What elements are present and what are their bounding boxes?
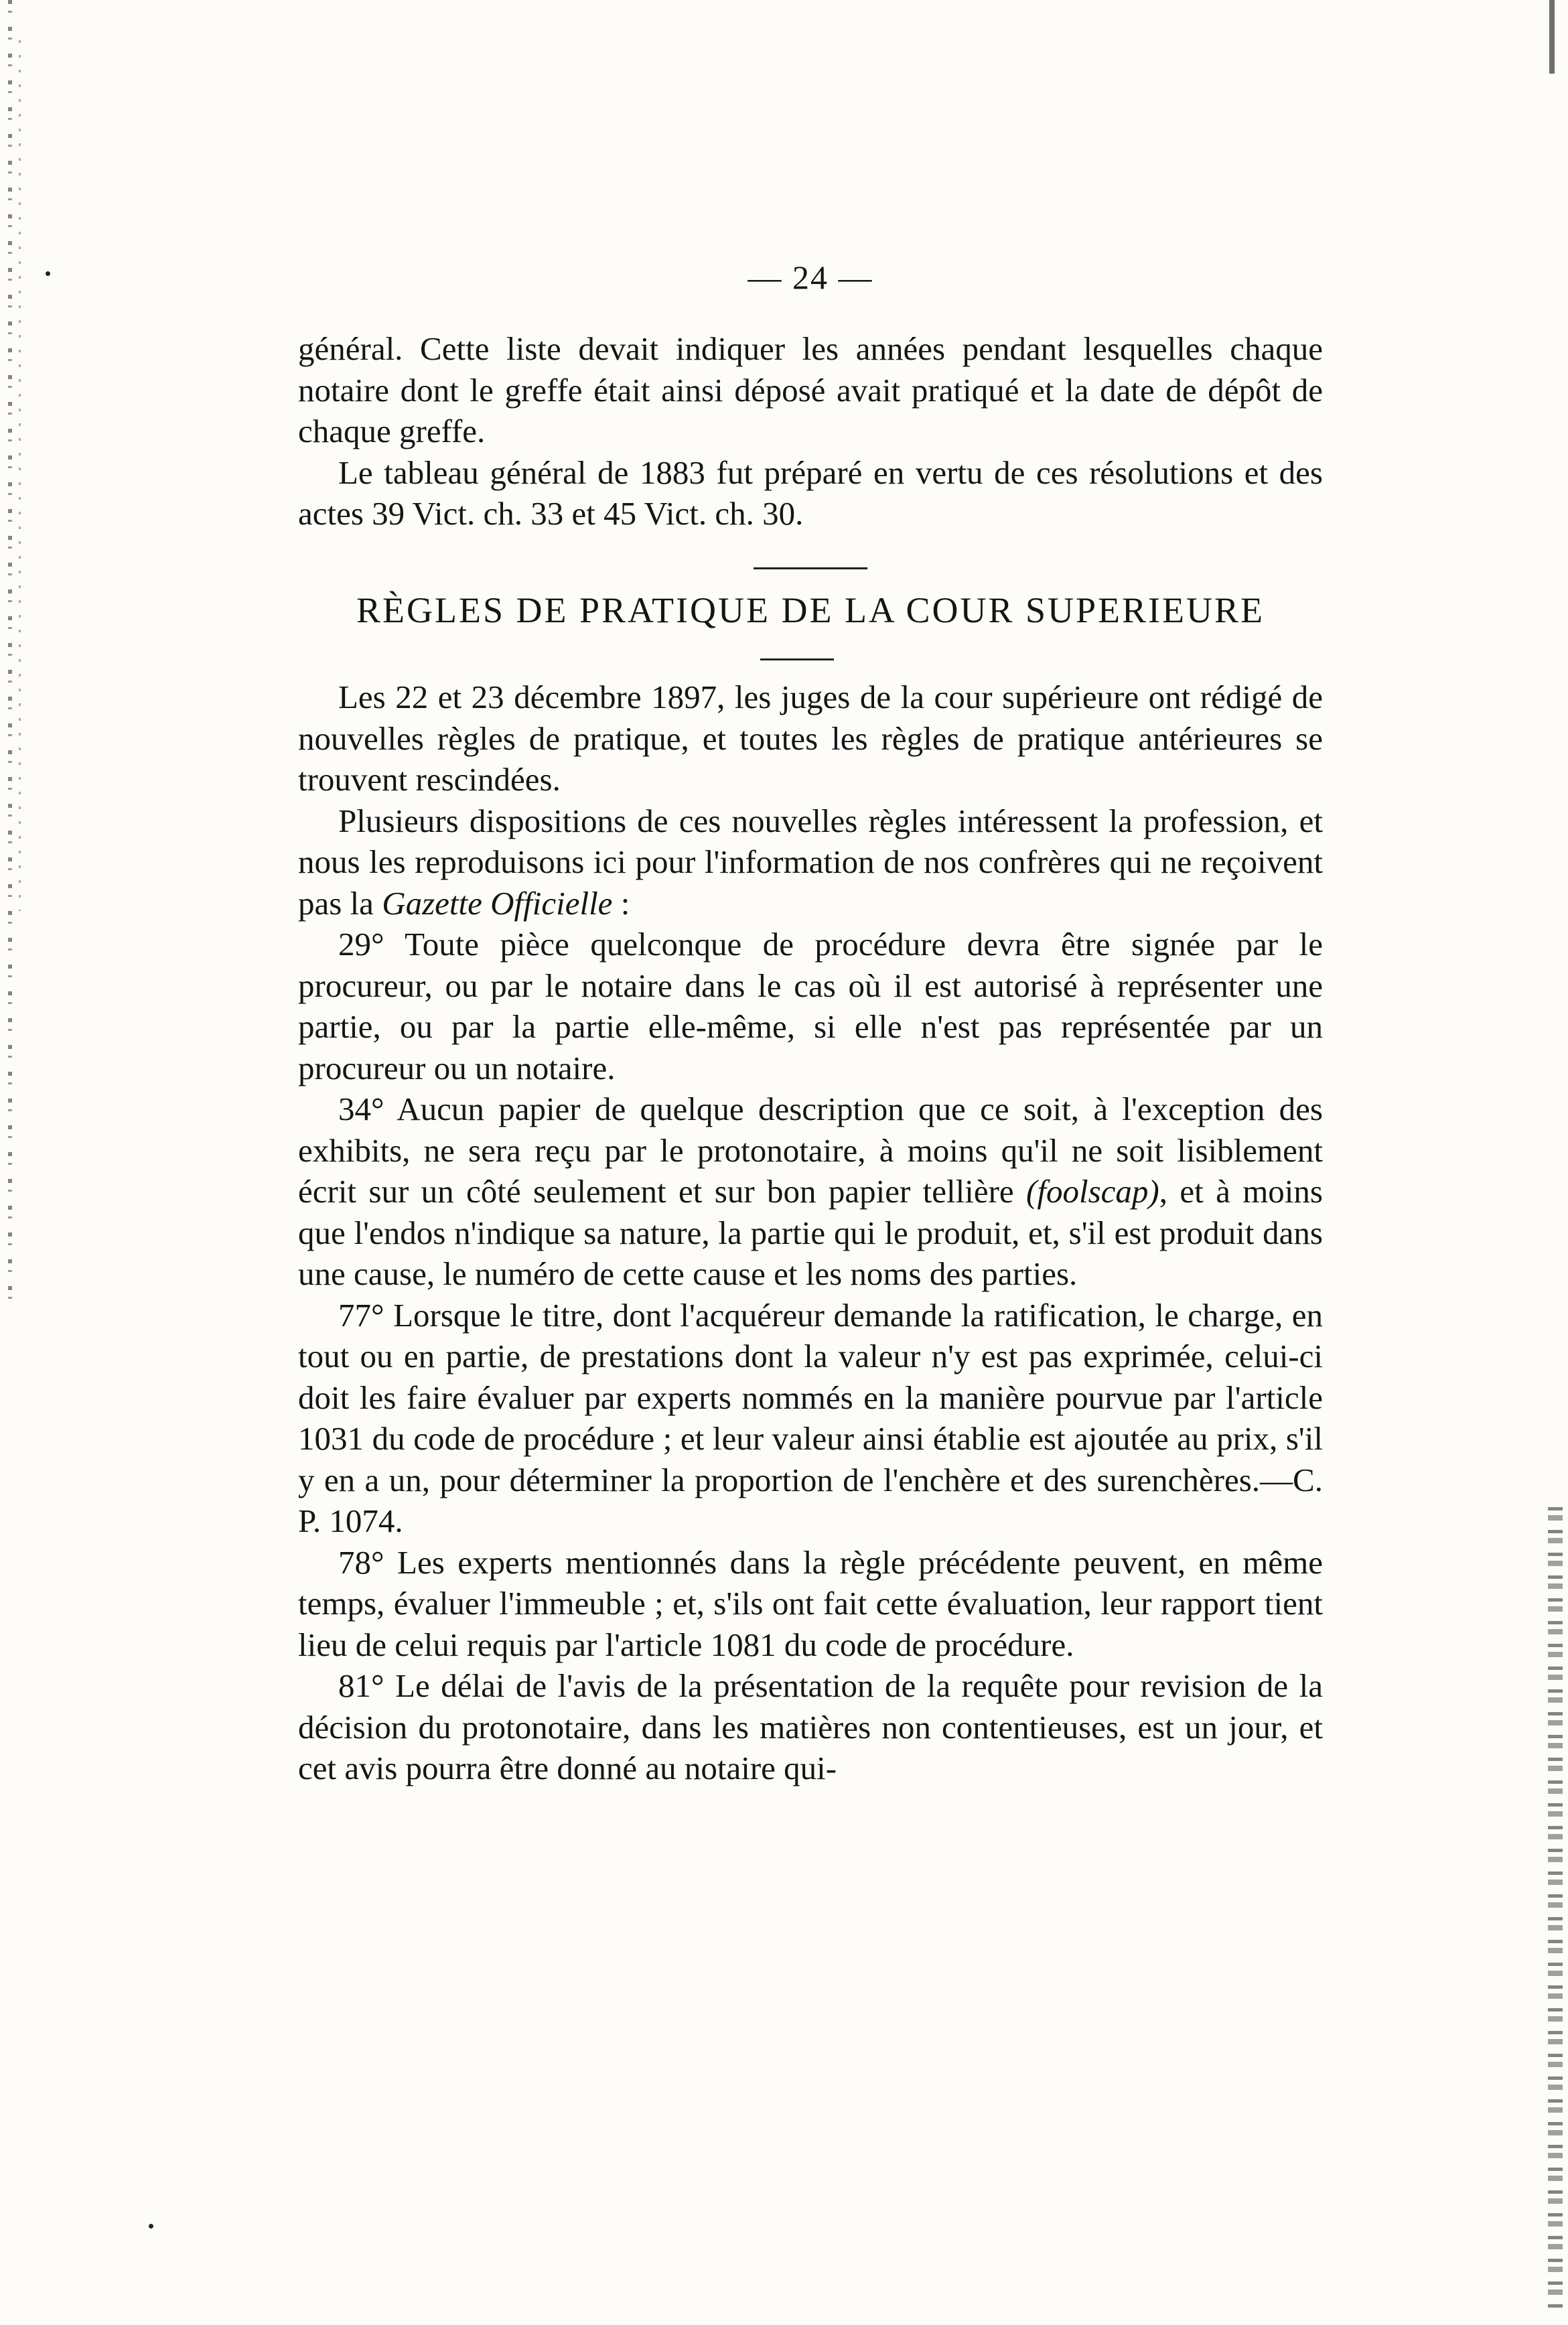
section-heading: RÈGLES DE PRATIQUE DE LA COUR SUPERIEURE bbox=[356, 590, 1265, 630]
rule-34-tail: , et à moins que l'endos n'indique sa nature, la partie qui le produit, et, s'il est produit dans une cause, le numéro de cette cause et les noms des parties. bbox=[298, 1173, 1323, 1292]
paragraph-4 bbox=[298, 800, 1323, 924]
separator-rule-bottom bbox=[760, 658, 834, 660]
rule-34 bbox=[298, 1088, 1323, 1295]
paragraph-2: Le tableau général de 1883 fut préparé en vertu de ces résolutions et des actes 39 Vict. ch. 33 et 45 Vict. ch. 30. bbox=[298, 453, 1323, 532]
page-number: — 24 — bbox=[747, 259, 873, 296]
rules-text bbox=[298, 677, 1323, 1789]
intro-text bbox=[298, 328, 1323, 535]
scan-edge-right-top bbox=[1549, 0, 1555, 74]
scan-edge-left bbox=[8, 0, 12, 1306]
scan-speck bbox=[149, 2224, 153, 2229]
paragraph-4-tail: : bbox=[612, 884, 630, 922]
paragraph-4-lead: Plusieurs dispositions de ces nouvelles règles intéressent la profession, et nous les reproduisons ici pour l'information de nos confrères qui ne reçoivent pas la bbox=[298, 802, 1323, 922]
rule-77: 77° Lorsque le titre, dont l'acquéreur demande la ratification, le charge, en tout ou en partie, de prestations dont la valeur n'y est pas exprimée, celui-ci doit les faire évaluer par experts nommés en la manière pourvue par l'article 1031 du code de procédure ; et leur valeur ainsi établie est ajoutée au prix, s'il y en a un, pour déterminer la proportion de l'enchère et des surenchères.—C. P. 1074. bbox=[298, 1296, 1323, 1539]
scan-speck bbox=[46, 271, 50, 276]
rule-29: 29° Toute pièce quelconque de procédure devra être signée par le procureur, ou par le notaire dans le cas où il est autorisé à représenter une partie, ou par la partie elle-même, si elle n'est pas représentée par un procureur ou un notaire. bbox=[298, 926, 1323, 1086]
scan-edge-right bbox=[1548, 1507, 1563, 2311]
gazette-title: Gazette Officielle bbox=[382, 884, 613, 922]
foolscap-term: (foolscap) bbox=[1026, 1173, 1159, 1210]
paragraph-1: général. Cette liste devait indiquer les années pendant lesquelles chaque notaire dont le greffe était ainsi déposé avait pratiqué et la date de dépôt de chaque greffe. bbox=[298, 330, 1323, 449]
separator-rule-top bbox=[754, 567, 867, 569]
rule-34-lead: 34° Aucun papier de quelque description que ce soit, à l'exception des exhibits, ne sera reçu par le protonotaire, à moins qu'il ne soit lisiblement écrit sur un côté seulement et sur bon papier tellière bbox=[298, 1090, 1323, 1210]
paragraph-3: Les 22 et 23 décembre 1897, les juges de la cour supérieure ont rédigé de nouvelles règles de pratique, et toutes les règles de pratique antérieures se trouvent rescindées. bbox=[298, 679, 1323, 798]
rule-81: 81° Le délai de l'avis de la présentation de la requête pour revision de la décision du protonotaire, dans les matières non contentieuses, est un jour, et cet avis pourra être donné au notaire qui- bbox=[298, 1667, 1323, 1786]
scan-edge-left-inner bbox=[19, 40, 21, 911]
rule-78: 78° Les experts mentionnés dans la règle précédente peuvent, en même temps, évaluer l'immeuble ; et, s'ils ont fait cette évaluation, leur rapport tient lieu de celui requis par l'article 1081 du code de procédure. bbox=[298, 1543, 1323, 1663]
document-page bbox=[298, 0, 1323, 2325]
